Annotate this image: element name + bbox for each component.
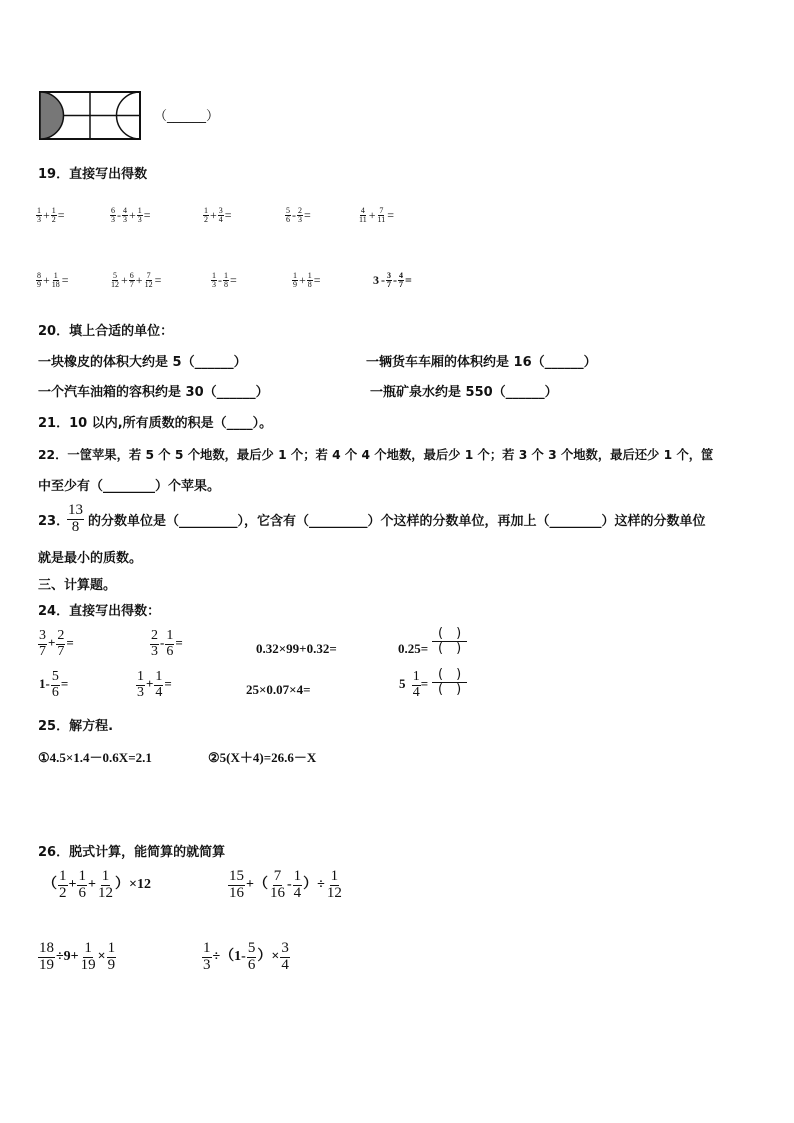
fraction: $\frac{1}{4}$	[155, 669, 163, 700]
operator: =	[387, 207, 394, 222]
fraction: $\frac{1}{9}$	[107, 940, 116, 973]
operator: ）×12	[114, 877, 151, 893]
operator: +	[121, 272, 128, 287]
operator: -	[218, 272, 222, 287]
q19-expr	[110, 272, 162, 290]
q24-paren-fraction: ( ) ( )	[432, 627, 467, 655]
operator: +	[368, 207, 376, 222]
fraction: $\frac{2}{7}$	[57, 628, 65, 659]
operator: =	[60, 676, 69, 692]
q24-expr	[38, 629, 75, 659]
operator: =	[230, 272, 237, 287]
q26-expr	[228, 869, 343, 902]
operator: =	[164, 676, 172, 692]
operator: ）÷	[303, 877, 325, 893]
fraction: $\frac{5}{6}$	[286, 206, 290, 225]
q25-equation-2: ②5(X＋4)=26.6－X	[208, 750, 317, 765]
q19-expr	[292, 272, 322, 290]
fraction: $\frac{5}{6}$	[51, 669, 59, 700]
fraction: $\frac{8}{9}$	[37, 271, 41, 290]
fraction: $\frac{2}{3}$	[298, 206, 302, 225]
operator: +	[68, 877, 77, 893]
q24-a4-prefix: 0.25=	[398, 641, 429, 656]
q26-expr	[38, 941, 116, 974]
operator: =	[57, 207, 65, 222]
operator: =	[143, 207, 151, 222]
operator: +	[43, 272, 50, 287]
fraction: $\frac{1}{2}$	[51, 206, 56, 225]
fraction-figure	[39, 91, 143, 141]
fraction: $\frac{1}{9}$	[293, 271, 297, 290]
fraction: $\frac{1}{8}$	[224, 271, 228, 290]
operator: -	[117, 207, 121, 222]
q24-expr: 25×0.07×4=	[246, 682, 311, 697]
fraction: $\frac{5}{12}$	[111, 271, 119, 290]
fraction: $\frac{2}{3}$	[151, 628, 158, 659]
operator: -	[292, 207, 296, 222]
q19-expr	[372, 272, 413, 290]
fraction: $\frac{7}{16}$	[269, 868, 285, 901]
q26-expr	[202, 941, 290, 974]
fraction: $\frac{4}{11}$	[359, 206, 367, 225]
q23-text: 的分数单位是（_________），它含有（_________）个这样的分数单位，再加上（________）这样的分数单位	[88, 514, 706, 529]
operator: =	[66, 635, 74, 651]
fraction: $\frac{6}{7}$	[129, 271, 134, 290]
q24-title: 24．直接写出得数：	[38, 604, 161, 619]
fraction: $\frac{1}{2}$	[204, 206, 208, 225]
q20-item: 一瓶矿泉水约是 550（______）	[370, 385, 558, 400]
operator: +	[146, 676, 154, 692]
q24-expr: 0.32×99+0.32=	[256, 641, 337, 656]
fraction: $\frac{1}{3}$	[137, 206, 142, 225]
q20-item: 一辆货车车厢的体积约是 16（______）	[366, 355, 597, 370]
operator: +	[43, 207, 50, 222]
fraction: $\frac{1}{3}$	[37, 206, 41, 225]
fraction: $\frac{5}{6}$	[247, 940, 256, 973]
q23-fraction: $\frac{13}{8}$	[68, 502, 83, 535]
operator: ÷9+	[56, 949, 79, 965]
operator: +	[210, 207, 217, 222]
fraction: $\frac{15}{16}$	[229, 868, 244, 901]
q20-title: 20．填上合适的单位：	[38, 324, 174, 339]
fraction: $\frac{7}{11}$	[377, 206, 386, 225]
operator: ）×	[257, 949, 280, 965]
q19-title: 19．直接写出得数	[38, 167, 148, 182]
q24-expr	[38, 670, 69, 700]
figure-answer-blank: （______）	[154, 109, 220, 124]
operator: ÷（1-	[212, 949, 246, 965]
operator: =	[61, 272, 69, 287]
fraction: $\frac{7}{12}$	[144, 271, 153, 290]
q26-title: 26．脱式计算，能简算的就简算	[38, 845, 226, 860]
q20-item: 一块橡皮的体积大约是 5（______）	[38, 355, 247, 370]
q20-item: 一个汽车油箱的容积约是 30（______）	[38, 385, 269, 400]
operator: -	[286, 877, 292, 893]
operator: 3	[373, 272, 379, 287]
fraction: $\frac{4}{3}$	[123, 206, 127, 225]
fraction: $\frac{1}{3}$	[212, 271, 216, 290]
fraction: $\frac{1}{6}$	[78, 868, 86, 901]
operator: =	[405, 272, 412, 287]
fraction: $\frac{1}{4}$	[293, 868, 302, 901]
operator: +	[87, 877, 96, 893]
fraction: $\frac{1}{19}$	[80, 940, 96, 973]
operator: -	[393, 272, 397, 287]
operator: +	[48, 635, 56, 651]
fraction: $\frac{1}{8}$	[307, 271, 312, 290]
operator: =	[175, 635, 183, 651]
q19-expr	[36, 207, 66, 225]
q21-text: 21．10 以内,所有质数的积是（____）。	[38, 416, 273, 431]
q19-expr	[203, 207, 233, 225]
operator: （	[43, 877, 57, 893]
operator: +	[135, 272, 143, 287]
operator: +	[129, 207, 136, 222]
q23-line2: 就是最小的质数。	[38, 551, 143, 566]
fraction: $\frac{3}{7}$	[387, 271, 391, 290]
fraction: $\frac{1}{3}$	[203, 940, 211, 973]
q25-equation-1: ①4.5×1.4－0.6X=2.1	[38, 750, 152, 765]
fraction: $\frac{3}{7}$	[39, 628, 46, 659]
fraction: $\frac{1}{3}$	[137, 669, 144, 700]
fraction: $\frac{1}{2}$	[59, 868, 67, 901]
fraction: $\frac{6}{3}$	[111, 206, 115, 225]
fraction: $\frac{1}{12}$	[97, 868, 113, 901]
q24-paren-fraction: ( ) ( )	[432, 668, 467, 696]
q22-line1: 22．一筐苹果，若 5 个 5 个地数，最后少 1 个；若 4 个 4 个地数，最后少 1 个；若 3 个 3 个地数，最后还少 1 个，筐	[38, 448, 714, 462]
operator: +	[299, 272, 306, 287]
fraction: $\frac{1}{18}$	[51, 271, 60, 290]
operator: =	[224, 207, 232, 222]
q19-expr	[358, 207, 395, 225]
q24-mixed-number: 5 $\frac{1}{4}$ =	[399, 669, 429, 700]
q24-expr	[136, 670, 173, 700]
operator: ×	[97, 949, 106, 965]
q19-expr	[211, 272, 238, 290]
operator: -	[381, 272, 385, 287]
fraction: $\frac{1}{6}$	[166, 628, 174, 659]
operator: +（	[246, 877, 268, 893]
q25-title: 25．解方程.	[38, 719, 114, 734]
fraction: $\frac{4}{7}$	[399, 271, 403, 290]
q19-expr	[36, 272, 70, 290]
q22-line2: 中至少有（________）个苹果。	[38, 479, 221, 494]
q19-expr	[285, 207, 312, 225]
operator: -	[160, 635, 165, 651]
q23-number: 23．	[38, 514, 70, 529]
q26-expr	[42, 869, 152, 902]
q19-expr	[110, 207, 152, 225]
operator: =	[313, 272, 321, 287]
fraction: $\frac{18}{19}$	[39, 940, 54, 973]
fraction: $\frac{1}{12}$	[326, 868, 342, 901]
operator: =	[154, 272, 162, 287]
fraction: $\frac{3}{4}$	[218, 206, 223, 225]
operator: =	[304, 207, 311, 222]
section-3-heading: 三、计算题。	[38, 578, 117, 593]
q24-expr	[150, 629, 184, 659]
fraction: $\frac{3}{4}$	[281, 940, 289, 973]
operator: 1-	[39, 676, 50, 692]
